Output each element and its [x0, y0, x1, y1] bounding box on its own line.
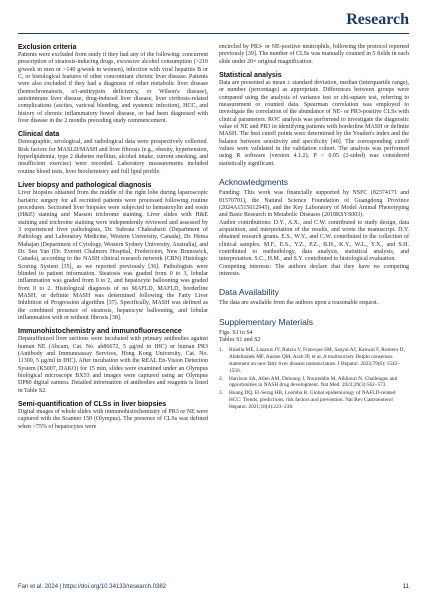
- section-text-stats: Data are presented as mean ± standard deviation, median (interquartile range), or number (percentage) as appropriate. Differences between groups were compared using the analysis of variance test or chi-square test, referring to measurement or counted data. Spearman correlation was employed to investigate the correlation of the abundance of NE- or PR3-positive CLSs with clinical parameters. ROC analysis was performed to investigate the diagnostic value of NE and PR3 in identifying patients with borderline MASH or definite MASH. The best cutoff points were determined by the Youden's index and the balance between sensitivity and specificity [40]. The corresponding cutoff values were validated in the validation cohort. The analysis was performed using R software (version 4.1.2). P < 0.05 (2-sided) was considered statistically significant.: [219, 80, 409, 167]
- reference-number: 1.: [219, 347, 223, 354]
- journal-name: Research: [346, 11, 409, 28]
- reference-number: 3.: [219, 390, 223, 397]
- reference-number: 2.: [219, 375, 223, 382]
- section-text-clinical: Demographic, serological, and radiological data were prospectively collected. Risk factors for MASLD/MASH and liver fibrosis (e.g., obesity, hypertension, hyperlipidemia, type 2 diabetes mellitus, alcohol intake, current smoking, and insufficient exercise) were recorded. Laboratory measurements included routine blood tests, liver biochemistry and full lipid profile.: [18, 139, 208, 175]
- funding-text: Funding: This work was financially supported by NSFC (82374171 and 81570701), the Natural Science Foundation of Guangdong Province (2024A1515012945), and the Key Laboratory of Model Animal Phenotyping and Basic Research in Metabolic Diseases (2018KSYS003).: [219, 190, 409, 219]
- heading-supplementary: Supplementary Materials: [219, 316, 314, 327]
- heading-acknowledgments: Acknowledgments: [219, 177, 288, 188]
- section-text-semiquant: Digital images of whole slides with immunohistochemistry of PR3 or NE were captured with the Scanner 150 (Olympus). The presence of CLSs was defined when >75% of hepatocytes were: [18, 409, 208, 430]
- reference-text: Huang DQ, El-Serag HB, Loomba R. Global epidemiology of NAFLD-related HCC: Trends, predictions, risk factors and prevention. Nat Rev Gastroenterol Hepatol. 2021;18(4):223–238.: [229, 390, 396, 410]
- section-title-ihc: Immunohistochemistry and immunofluorescence: [18, 328, 182, 336]
- right-column: [219, 44, 409, 411]
- page-header: [0, 0, 427, 34]
- section-text-biopsy: Liver biopsies obtained from the middle of the right lobe during laparoscopic bariatric surgery for all recruited patients were processed following routine procedures. Sectioned liver biopsies were subjected to hematoxylin and eosin (H&E) staining and Masson trichrome staining. Liver slides with H&E staining and trichrome staining were independently reviewed and assessed by 3 experienced liver pathologists, Dr. Subrata Chakrabarti (Department of Pathology and Laboratory Medicine, Western University, Canada), Dr. Hema Mahajan (Department of Cytology, Western Sydney University, Australia), and Dr. Sen Yan (Dr. Everett Chalmers Hospital, Fredericton, New Brunswick, Canada), according to the NASH clinical research network (CRN) Histologic Scoring System [35], as we reported previously [36]. Pathologists were blinded to patient information. Steatosis was graded from 0 to 3, lobular inflammation was graded from 0 to 2, and hepatocyte ballooning was graded from 0 to 2. Histological diagnosis of no MAFLD, MAFLD, borderline MASH, or definite MASH was determined following the Fatty Liver Inhibition of Progression algorithm [37]. Specifically, MASH was defined as the combined presence of steatosis, hepatocyte ballooning, and lobular inflammation with or without fibrosis [38].: [18, 190, 208, 321]
- section-title-stats: Statistical analysis: [219, 72, 282, 80]
- reference-text: Harrison SA, Allen AM, Dubourg J, Noureddin M, Alkhouri N. Challenges and opportunities in NASH drug development. Nat Med. 2023;29(3):562–573.: [229, 375, 398, 389]
- section-text-exclusion: Patients were excluded from study if they had any of the following: concurrent prescription of steatosis-inducing drugs, excessive alcohol consumption (>210 g/week in men or >140 g/week in women), infection with viral hepatitis B or C, or histological features of other concomitant chronic liver disease. Patients were also excluded if they had a diagnosis of other metabolic liver disease (hemochromatosis, α1-antitrypsin deficiency, or Wilson's disease), autoimmune liver disease, drug-induced liver disease, liver cirrhosis-related complications (ascites, variceal bleeding, and systemic infection), HCC, and history of chronic inflammatory bowel disease, or had been diagnosed with liver disease in the 2 months preceding study commencement.: [18, 52, 208, 125]
- author-contributions-text: Author contributions: D.Y., A.X., and C.W. contributed to study design, data acquisition, and interpretation of the results, and wrote the manuscript. D.Y. obtained research grants. E.S., W.Y., and C.W. contributed to the collection of clinical samples. M.F., E.S., Y.Z., P.Z., B.H., K.Y., W.L., Y.X., and S.H. contributed to methodology, data analysis, statistical analysis, and interpretation. S.C., H.M., and S.Y. contributed to histological evaluation.: [219, 219, 409, 263]
- reference-item: [219, 376, 409, 390]
- data-availability-text: The data are available from the authors upon a reasonable request.: [219, 300, 379, 307]
- section-title-biopsy: Liver biopsy and pathological diagnosis: [18, 182, 152, 190]
- heading-data-availability: Data Availability: [219, 287, 279, 298]
- section-title-semiquant: Semi-quantification of CLSs in liver biopsies: [18, 401, 167, 409]
- section-title-exclusion: Exclusion criteria: [18, 44, 77, 51]
- competing-interests-text: Competing interests: The authors declare that they have no competing interests.: [219, 263, 409, 277]
- reference-item: [219, 347, 409, 374]
- reference-item: [219, 390, 409, 410]
- supplementary-line: Tables S1 and S2: [219, 336, 261, 343]
- page-footer: [18, 584, 409, 594]
- section-text-ihc: Deparaffinized liver sections were incubated with primary antibodies against human NE (Abcam, Cat. No. ab86672, 5 μg/ml in IHC) or human PR3 (Antibody and Immunoassay Services, Hong Kong University, Cat. No. 11300, 5 μg/ml in IHC). After incubation with the REAL En-Vision Detection System (K5007, DAKO) for 15 min, slides were examined under an Olympus biological microscope BX53 and images were captured using an Olympus DP80 digital camera. Detailed information of antibodies and reagents is listed in Table S2.: [18, 336, 208, 394]
- page-number: 11: [402, 584, 409, 590]
- reference-text: Rinella ME, Lazarus JV, Ratziu V, Francque SM, Sanyal AJ, Kanwal F, Romero D, Abdelmalek MF, Anstee QM, Arab JP, et al. A multisociety Delphi consensus statement on new fatty liver disease nomenclature. J Hepatol. 2023;79(6): 1542–1556.: [229, 347, 405, 374]
- reference-list: [219, 347, 409, 410]
- continuation-text: encircled by PR3- or NE-positive neutrophils, following the protocol reported previously [39]. The number of CLSs was manually counted in 5 fields in each slide under 20× original magnification.: [219, 44, 409, 65]
- section-title-clinical: Clinical data: [18, 131, 60, 139]
- citation-link[interactable]: Fan et al. 2024 | https://doi.org/10.34133/research.0382: [18, 584, 166, 590]
- supplementary-line: Figs. S1 to S4: [219, 329, 253, 336]
- header-rule: [18, 33, 409, 34]
- left-column: [18, 44, 208, 431]
